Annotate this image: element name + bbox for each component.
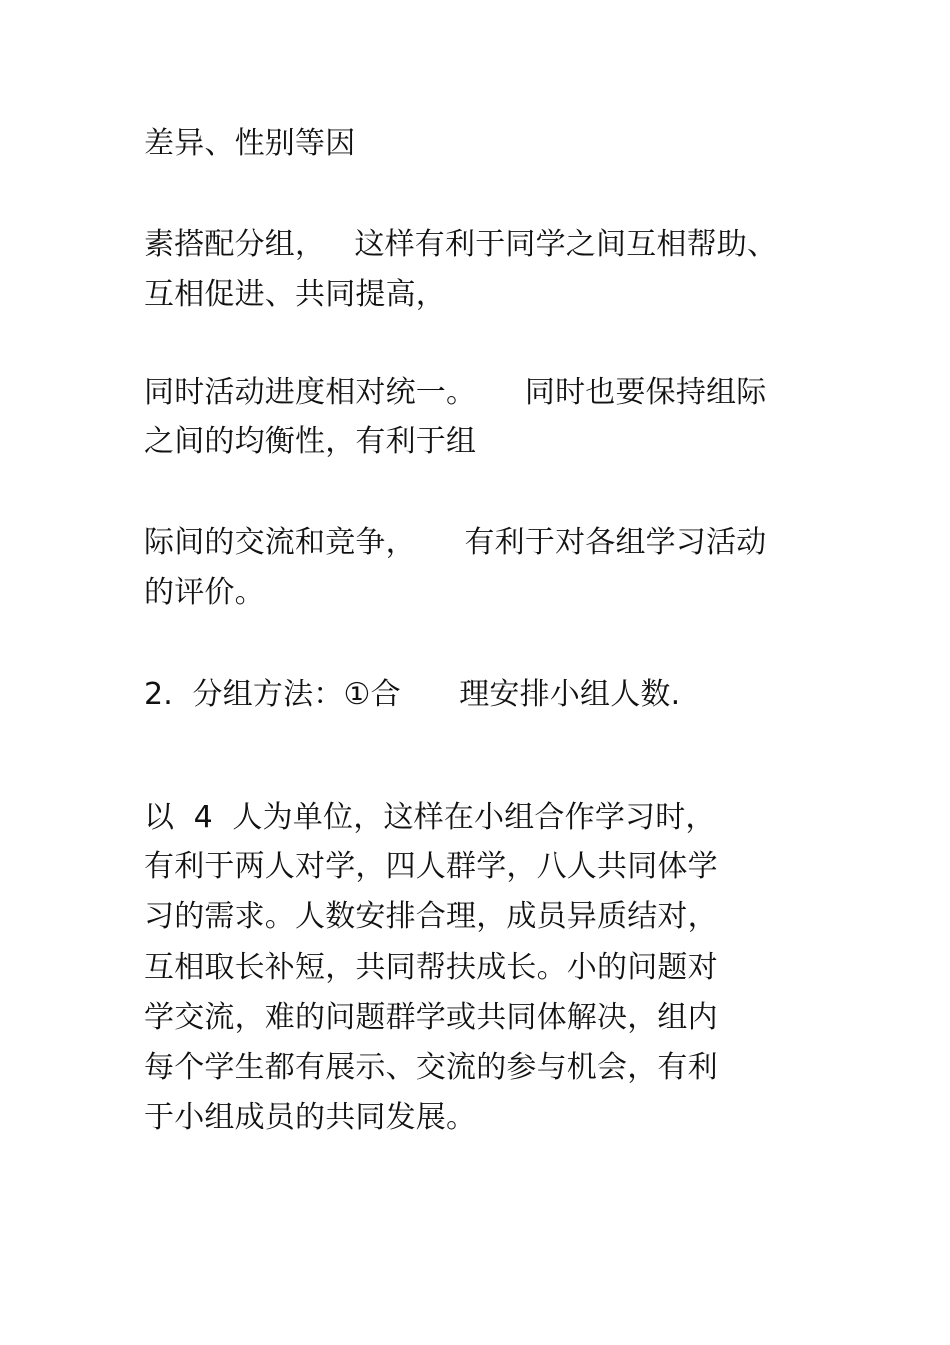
text-line-11: 习的需求。人数安排合理，成员异质结对， xyxy=(144,899,718,934)
text-line-12: 互相取长补短，共同帮扶成长。小的问题对 xyxy=(144,950,718,985)
text-line-14: 每个学生都有展示、交流的参与机会，有利 xyxy=(144,1050,718,1085)
text-line-5: 之间的均衡性，有利于组 xyxy=(144,424,477,459)
text-line-10: 有利于两人对学，四人群学，八人共同体学 xyxy=(144,849,718,884)
text-line-9: 以 4 人为单位，这样在小组合作学习时， xyxy=(144,800,716,835)
text-line-1: 差异、性别等因 xyxy=(144,126,356,161)
text-line-3: 互相促进、共同提高， xyxy=(144,277,446,312)
text-line-13: 学交流，难的问题群学或共同体解决，组内 xyxy=(144,1000,718,1035)
text-line-7: 的评价。 xyxy=(144,575,265,610)
text-line-15: 于小组成员的共同发展。 xyxy=(144,1100,477,1135)
text-line-6: 际间的交流和竞争， 有利于对各组学习活动 xyxy=(144,525,767,560)
text-line-4: 同时活动进度相对统一。 同时也要保持组际 xyxy=(144,375,767,410)
text-line-2: 素搭配分组， 这样有利于同学之间互相帮助、 xyxy=(144,227,778,262)
text-line-8: 2. 分组方法：①合 理安排小组人数. xyxy=(144,677,681,712)
